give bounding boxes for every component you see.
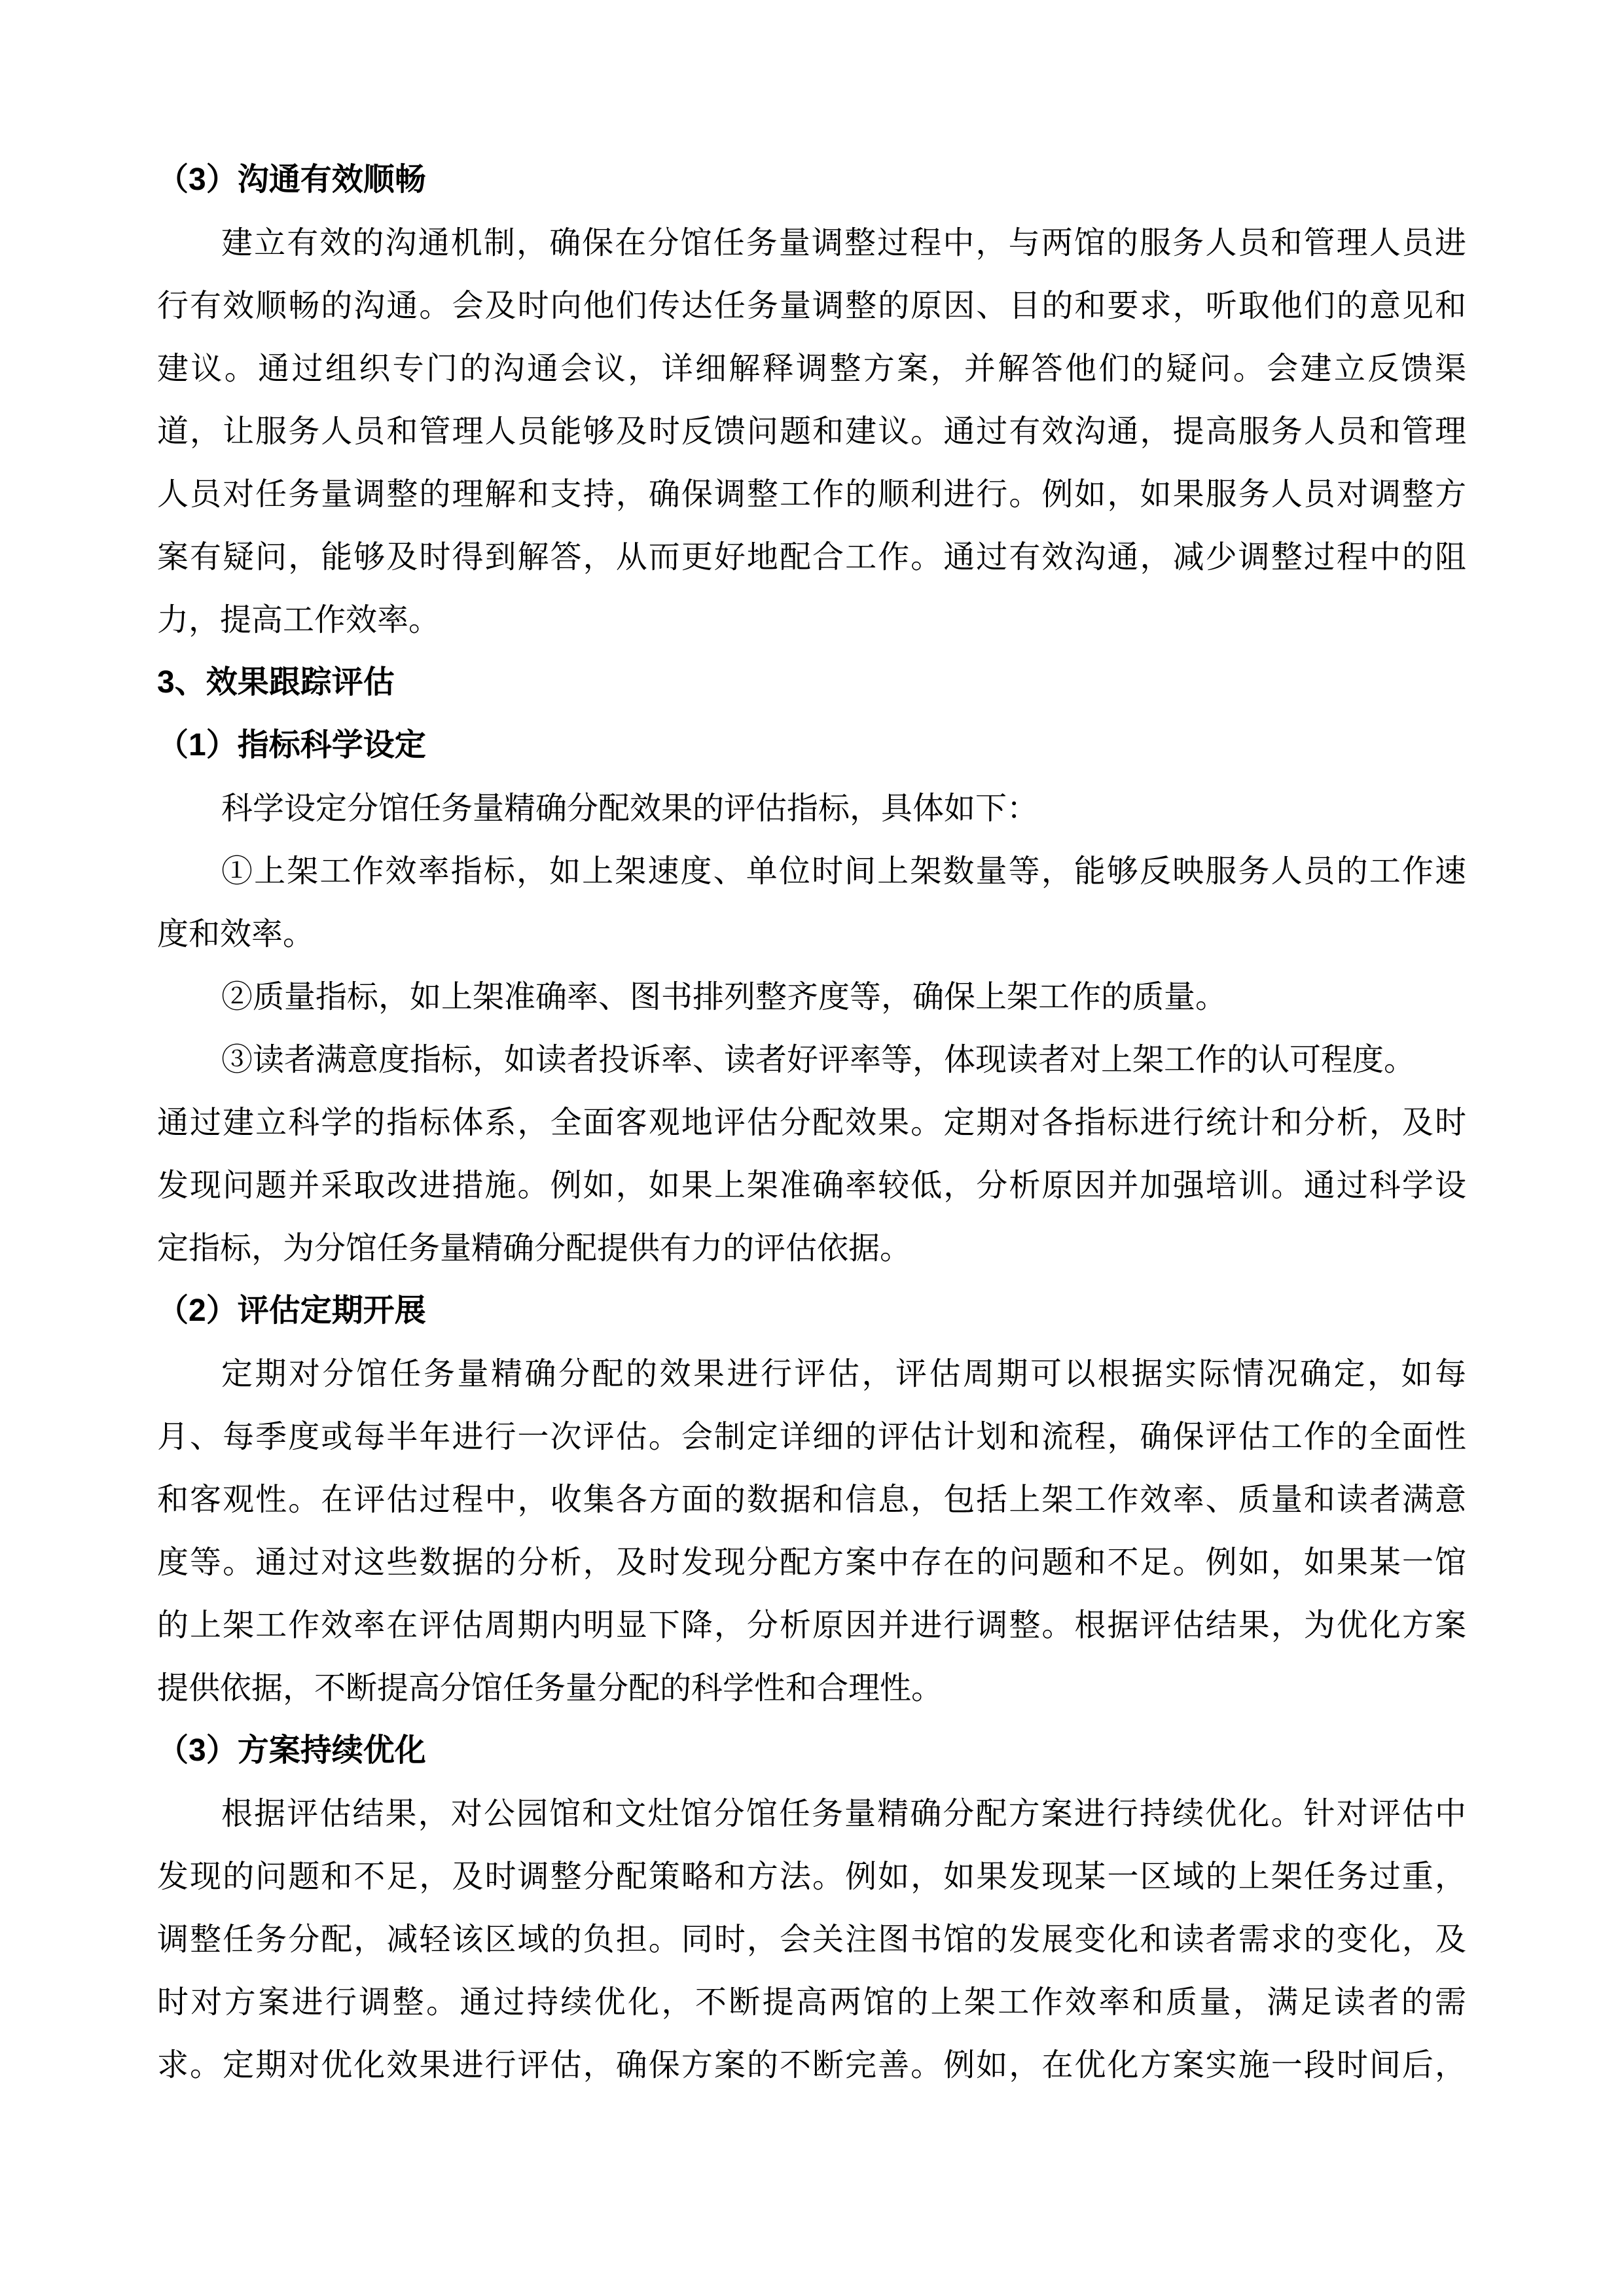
paragraph-line: 定期对分馆任务量精确分配的效果进行评估，评估周期可以根据实际情况确定，如每 — [221, 1355, 1466, 1392]
paragraph-line: ①上架工作效率指标，如上架速度、单位时间上架数量等，能够反映服务人员的工作速 — [221, 853, 1466, 889]
paragraph-line: ③读者满意度指标，如读者投诉率、读者好评率等，体现读者对上架工作的认可程度。 — [221, 1041, 1416, 1078]
paragraph-line: 道，让服务人员和管理人员能够及时反馈问题和建议。通过有效沟通，提高服务人员和管理 — [157, 413, 1466, 450]
paragraph-line: 定指标，为分馆任务量精确分配提供有力的评估依据。 — [157, 1230, 912, 1266]
paragraph-line: 提供依据，不断提高分馆任务量分配的科学性和合理性。 — [157, 1670, 943, 1706]
paragraph-line: 力，提高工作效率。 — [157, 601, 441, 638]
paragraph — [157, 1091, 1466, 1280]
paragraph-line: 行有效顺畅的沟通。会及时向他们传达任务量调整的原因、目的和要求，听取他们的意见和 — [157, 287, 1466, 324]
section-heading: （1）指标科学设定 — [157, 728, 426, 762]
paragraph — [157, 1028, 1466, 1091]
section-heading: （3）方案持续优化 — [157, 1733, 426, 1768]
paragraph-line: 的上架工作效率在评估周期内明显下降，分析原因并进行调整。根据评估结果，为优化方案 — [157, 1607, 1466, 1643]
section-heading: （2）评估定期开展 — [157, 1293, 426, 1328]
paragraph — [157, 1342, 1466, 1719]
paragraph — [157, 777, 1466, 840]
paragraph — [157, 840, 1466, 965]
paragraph-line: 发现问题并采取改进措施。例如，如果上架准确率较低，分析原因并加强培训。通过科学设 — [157, 1167, 1466, 1204]
paragraph-line: 案有疑问，能够及时得到解答，从而更好地配合工作。通过有效沟通，减少调整过程中的阻 — [157, 539, 1466, 575]
section-heading: （3）沟通有效顺畅 — [157, 162, 426, 197]
paragraph — [157, 1782, 1466, 2096]
paragraph-line: 度等。通过对这些数据的分析，及时发现分配方案中存在的问题和不足。例如，如果某一馆 — [157, 1544, 1466, 1581]
paragraph-line: 科学设定分馆任务量精确分配效果的评估指标，具体如下： — [221, 790, 1039, 827]
paragraph-line: 发现的问题和不足，及时调整分配策略和方法。例如，如果发现某一区域的上架任务过重， — [157, 1858, 1466, 1895]
section-heading: 3、效果跟踪评估 — [157, 665, 395, 700]
paragraph-line: 调整任务分配，减轻该区域的负担。同时，会关注图书馆的发展变化和读者需求的变化，及 — [157, 1921, 1466, 1958]
paragraph — [157, 965, 1466, 1028]
paragraph-line: 通过建立科学的指标体系，全面客观地评估分配效果。定期对各指标进行统计和分析，及时 — [157, 1104, 1466, 1141]
document-page — [157, 149, 1466, 2096]
paragraph-line: 建议。通过组织专门的沟通会议，详细解释调整方案，并解答他们的疑问。会建立反馈渠 — [157, 350, 1466, 387]
paragraph-line: 度和效率。 — [157, 916, 315, 952]
paragraph-line: 求。定期对优化效果进行评估，确保方案的不断完善。例如，在优化方案实施一段时间后， — [157, 2047, 1466, 2083]
paragraph-line: 和客观性。在评估过程中，收集各方面的数据和信息，包括上架工作效率、质量和读者满意 — [157, 1481, 1466, 1518]
paragraph-line: 月、每季度或每半年进行一次评估。会制定详细的评估计划和流程，确保评估工作的全面性 — [157, 1418, 1466, 1455]
paragraph-line: 建立有效的沟通机制，确保在分馆任务量调整过程中，与两馆的服务人员和管理人员进 — [221, 224, 1466, 261]
paragraph-line: 根据评估结果，对公园馆和文灶馆分馆任务量精确分配方案进行持续优化。针对评估中 — [221, 1795, 1466, 1832]
paragraph-line: 时对方案进行调整。通过持续优化，不断提高两馆的上架工作效率和质量，满足读者的需 — [157, 1984, 1466, 2020]
paragraph — [157, 211, 1466, 651]
paragraph-line: ②质量指标，如上架准确率、图书排列整齐度等，确保上架工作的质量。 — [221, 978, 1227, 1015]
paragraph-line: 人员对任务量调整的理解和支持，确保调整工作的顺利进行。例如，如果服务人员对调整方 — [157, 476, 1466, 512]
